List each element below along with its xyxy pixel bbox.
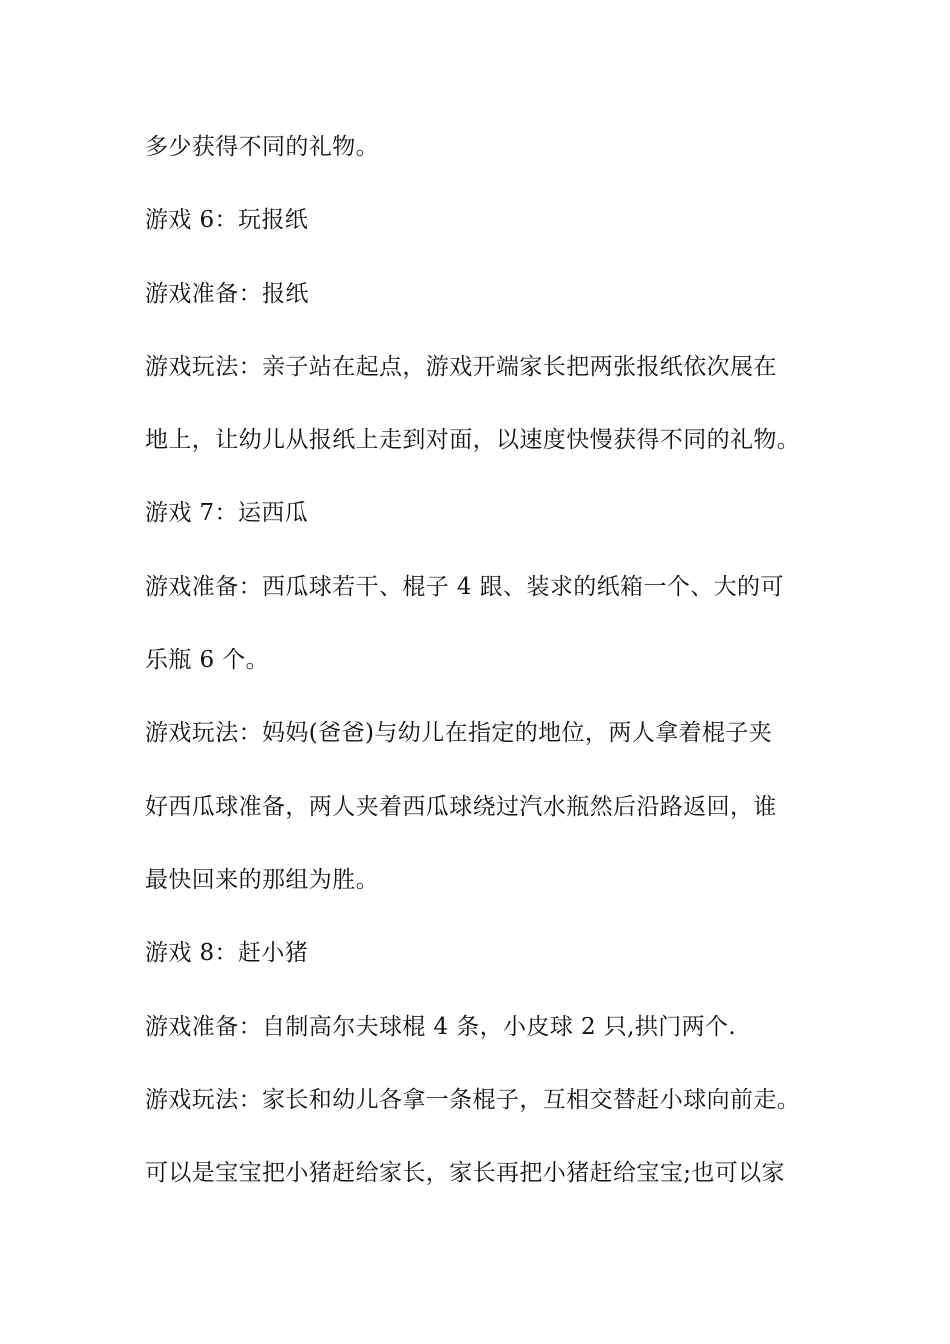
game-8-heading: 游戏 8：赶小猪 [145,940,309,967]
paragraph-continuation: 多少获得不同的礼物。 [145,134,379,160]
game-7-preparation-line-1: 游戏准备：西瓜球若干、棍子 4 跟、装求的纸箱一个、大的可 [145,573,784,600]
game-7-rules-line-3: 最快回来的那组为胜。 [145,866,379,893]
game-8-rules-line-1: 游戏玩法：家长和幼儿各拿一条棍子，互相交替赶小球向前走。 [145,1086,801,1113]
game-6-preparation: 游戏准备：报纸 [145,280,309,307]
game-6-rules-line-1: 游戏玩法：亲子站在起点，游戏开端家长把两张报纸依次展在 [145,353,777,380]
game-8-preparation: 游戏准备：自制高尔夫球棍 4 条，小皮球 2 只,拱门两个. [145,1013,737,1040]
game-6-heading: 游戏 6：玩报纸 [145,207,309,234]
game-6-rules-line-2: 地上，让幼儿从报纸上走到对面，以速度快慢获得不同的礼物。 [145,427,801,454]
game-7-rules-line-1: 游戏玩法：妈妈(爸爸)与幼儿在指定的地位，两人拿着棍子夹 [145,720,773,747]
game-7-preparation-line-2: 乐瓶 6 个。 [145,647,270,674]
document-body [145,129,825,1228]
game-7-heading: 游戏 7：运西瓜 [145,500,309,527]
game-7-rules-line-2: 好西瓜球准备，两人夹着西瓜球绕过汽水瓶然后沿路返回，谁 [145,793,777,820]
game-8-rules-line-2: 可以是宝宝把小猪赶给家长，家长再把小猪赶给宝宝;也可以家 [145,1160,785,1187]
